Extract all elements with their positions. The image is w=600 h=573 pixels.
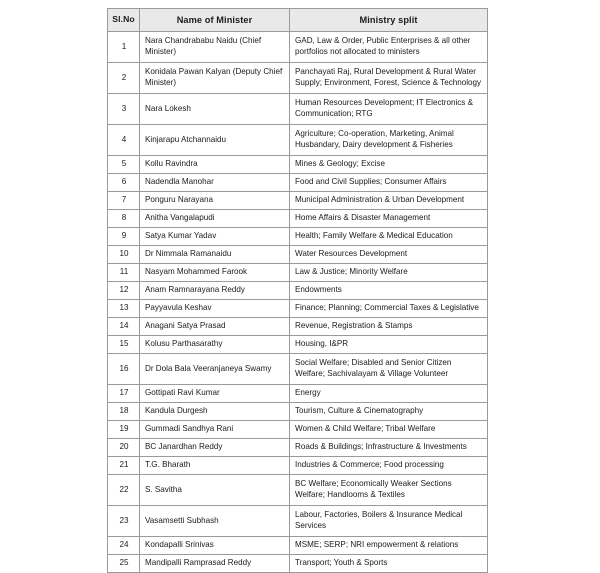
cell-minister-name: Anam Ramnarayana Reddy xyxy=(140,282,290,300)
table-row xyxy=(108,506,488,537)
cell-minister-name: Vasamsetti Subhash xyxy=(140,506,290,537)
cell-ministry-split: Panchayati Raj, Rural Development & Rural Water Supply; Environment, Forest, Science & Technology xyxy=(290,63,488,94)
cell-minister-name: Konidala Pawan Kalyan (Deputy Chief Minister) xyxy=(140,63,290,94)
cell-slno: 22 xyxy=(108,475,140,506)
table-body xyxy=(108,32,488,573)
table-row xyxy=(108,63,488,94)
cell-slno: 13 xyxy=(108,300,140,318)
table-row xyxy=(108,318,488,336)
cell-minister-name: Dr Nimmala Ramanaidu xyxy=(140,246,290,264)
table-row xyxy=(108,228,488,246)
cell-ministry-split: BC Welfare; Economically Weaker Sections Welfare; Handlooms & Textiles xyxy=(290,475,488,506)
cell-slno: 16 xyxy=(108,354,140,385)
cell-minister-name: Kolusu Parthasarathy xyxy=(140,336,290,354)
cell-minister-name: Anagani Satya Prasad xyxy=(140,318,290,336)
cell-minister-name: Kinjarapu Atchannaidu xyxy=(140,125,290,156)
cell-slno: 3 xyxy=(108,94,140,125)
cell-minister-name: Mandipalli Ramprasad Reddy xyxy=(140,555,290,573)
cell-slno: 25 xyxy=(108,555,140,573)
cell-minister-name: S. Savitha xyxy=(140,475,290,506)
cell-minister-name: Anitha Vangalapudi xyxy=(140,210,290,228)
ministry-allocation-table xyxy=(107,8,488,573)
cell-slno: 15 xyxy=(108,336,140,354)
cell-ministry-split: MSME; SERP; NRI empowerment & relations xyxy=(290,537,488,555)
cell-ministry-split: Home Affairs & Disaster Management xyxy=(290,210,488,228)
table-row xyxy=(108,354,488,385)
cell-slno: 9 xyxy=(108,228,140,246)
cell-slno: 17 xyxy=(108,385,140,403)
cell-ministry-split: Energy xyxy=(290,385,488,403)
cell-slno: 6 xyxy=(108,174,140,192)
cell-minister-name: Payyavula Keshav xyxy=(140,300,290,318)
cell-minister-name: Nadendla Manohar xyxy=(140,174,290,192)
cell-slno: 19 xyxy=(108,421,140,439)
cell-ministry-split: Industries & Commerce; Food processing xyxy=(290,457,488,475)
table-row xyxy=(108,264,488,282)
column-header-slno: Sl.No xyxy=(108,9,140,32)
table-row xyxy=(108,421,488,439)
cell-ministry-split: Social Welfare; Disabled and Senior Citizen Welfare; Sachivalayam & Village Volunteer xyxy=(290,354,488,385)
cell-slno: 2 xyxy=(108,63,140,94)
cell-minister-name: Nara Lokesh xyxy=(140,94,290,125)
table-row xyxy=(108,192,488,210)
cell-minister-name: Kondapalli Srinivas xyxy=(140,537,290,555)
cell-minister-name: Satya Kumar Yadav xyxy=(140,228,290,246)
cell-ministry-split: Revenue, Registration & Stamps xyxy=(290,318,488,336)
cell-minister-name: Dr Dola Bala Veeranjaneya Swamy xyxy=(140,354,290,385)
cell-slno: 18 xyxy=(108,403,140,421)
cell-minister-name: T.G. Bharath xyxy=(140,457,290,475)
cell-minister-name: Nara Chandrababu Naidu (Chief Minister) xyxy=(140,32,290,63)
cell-ministry-split: Transport; Youth & Sports xyxy=(290,555,488,573)
cell-minister-name: Kandula Durgesh xyxy=(140,403,290,421)
table-row xyxy=(108,403,488,421)
cell-minister-name: Gummadi Sandhya Rani xyxy=(140,421,290,439)
cell-ministry-split: Housing, I&PR xyxy=(290,336,488,354)
cell-minister-name: Nasyam Mohammed Farook xyxy=(140,264,290,282)
cell-ministry-split: Roads & Buildings; Infrastructure & Investments xyxy=(290,439,488,457)
cell-ministry-split: Labour, Factories, Boilers & Insurance Medical Services xyxy=(290,506,488,537)
cell-minister-name: Ponguru Narayana xyxy=(140,192,290,210)
cell-ministry-split: Health; Family Welfare & Medical Education xyxy=(290,228,488,246)
cell-ministry-split: Mines & Geology; Excise xyxy=(290,156,488,174)
column-header-name: Name of Minister xyxy=(140,9,290,32)
table-row xyxy=(108,300,488,318)
cell-slno: 23 xyxy=(108,506,140,537)
cell-slno: 20 xyxy=(108,439,140,457)
cell-slno: 5 xyxy=(108,156,140,174)
table-row xyxy=(108,555,488,573)
table-row xyxy=(108,32,488,63)
cell-ministry-split: Water Resources Development xyxy=(290,246,488,264)
table-row xyxy=(108,475,488,506)
table-row xyxy=(108,156,488,174)
table-row xyxy=(108,336,488,354)
cell-ministry-split: Women & Child Welfare; Tribal Welfare xyxy=(290,421,488,439)
cell-slno: 11 xyxy=(108,264,140,282)
table-row xyxy=(108,210,488,228)
cell-slno: 24 xyxy=(108,537,140,555)
cell-ministry-split: Municipal Administration & Urban Development xyxy=(290,192,488,210)
cell-slno: 1 xyxy=(108,32,140,63)
table-row xyxy=(108,537,488,555)
cell-ministry-split: Law & Justice; Minority Welfare xyxy=(290,264,488,282)
cell-ministry-split: Tourism, Culture & Cinematography xyxy=(290,403,488,421)
table-row xyxy=(108,439,488,457)
table-header xyxy=(108,9,488,32)
cell-ministry-split: GAD, Law & Order, Public Enterprises & all other portfolios not allocated to ministers xyxy=(290,32,488,63)
table-row xyxy=(108,94,488,125)
cell-minister-name: Gottipati Ravi Kumar xyxy=(140,385,290,403)
table-row xyxy=(108,246,488,264)
cell-ministry-split: Agriculture; Co-operation, Marketing, Animal Husbandary, Dairy development & Fisheries xyxy=(290,125,488,156)
cell-ministry-split: Food and Civil Supplies; Consumer Affairs xyxy=(290,174,488,192)
table-row xyxy=(108,174,488,192)
cell-slno: 8 xyxy=(108,210,140,228)
cell-minister-name: BC Janardhan Reddy xyxy=(140,439,290,457)
table-row xyxy=(108,125,488,156)
cell-ministry-split: Finance; Planning; Commercial Taxes & Legislative xyxy=(290,300,488,318)
cell-minister-name: Kollu Ravindra xyxy=(140,156,290,174)
cell-slno: 4 xyxy=(108,125,140,156)
table-header-row xyxy=(108,9,488,32)
cell-slno: 12 xyxy=(108,282,140,300)
table-row xyxy=(108,385,488,403)
column-header-split: Ministry split xyxy=(290,9,488,32)
table-row xyxy=(108,282,488,300)
cell-slno: 10 xyxy=(108,246,140,264)
cell-slno: 14 xyxy=(108,318,140,336)
cell-ministry-split: Endowments xyxy=(290,282,488,300)
cell-slno: 21 xyxy=(108,457,140,475)
cell-slno: 7 xyxy=(108,192,140,210)
cell-ministry-split: Human Resources Development; IT Electronics & Communication; RTG xyxy=(290,94,488,125)
table-row xyxy=(108,457,488,475)
